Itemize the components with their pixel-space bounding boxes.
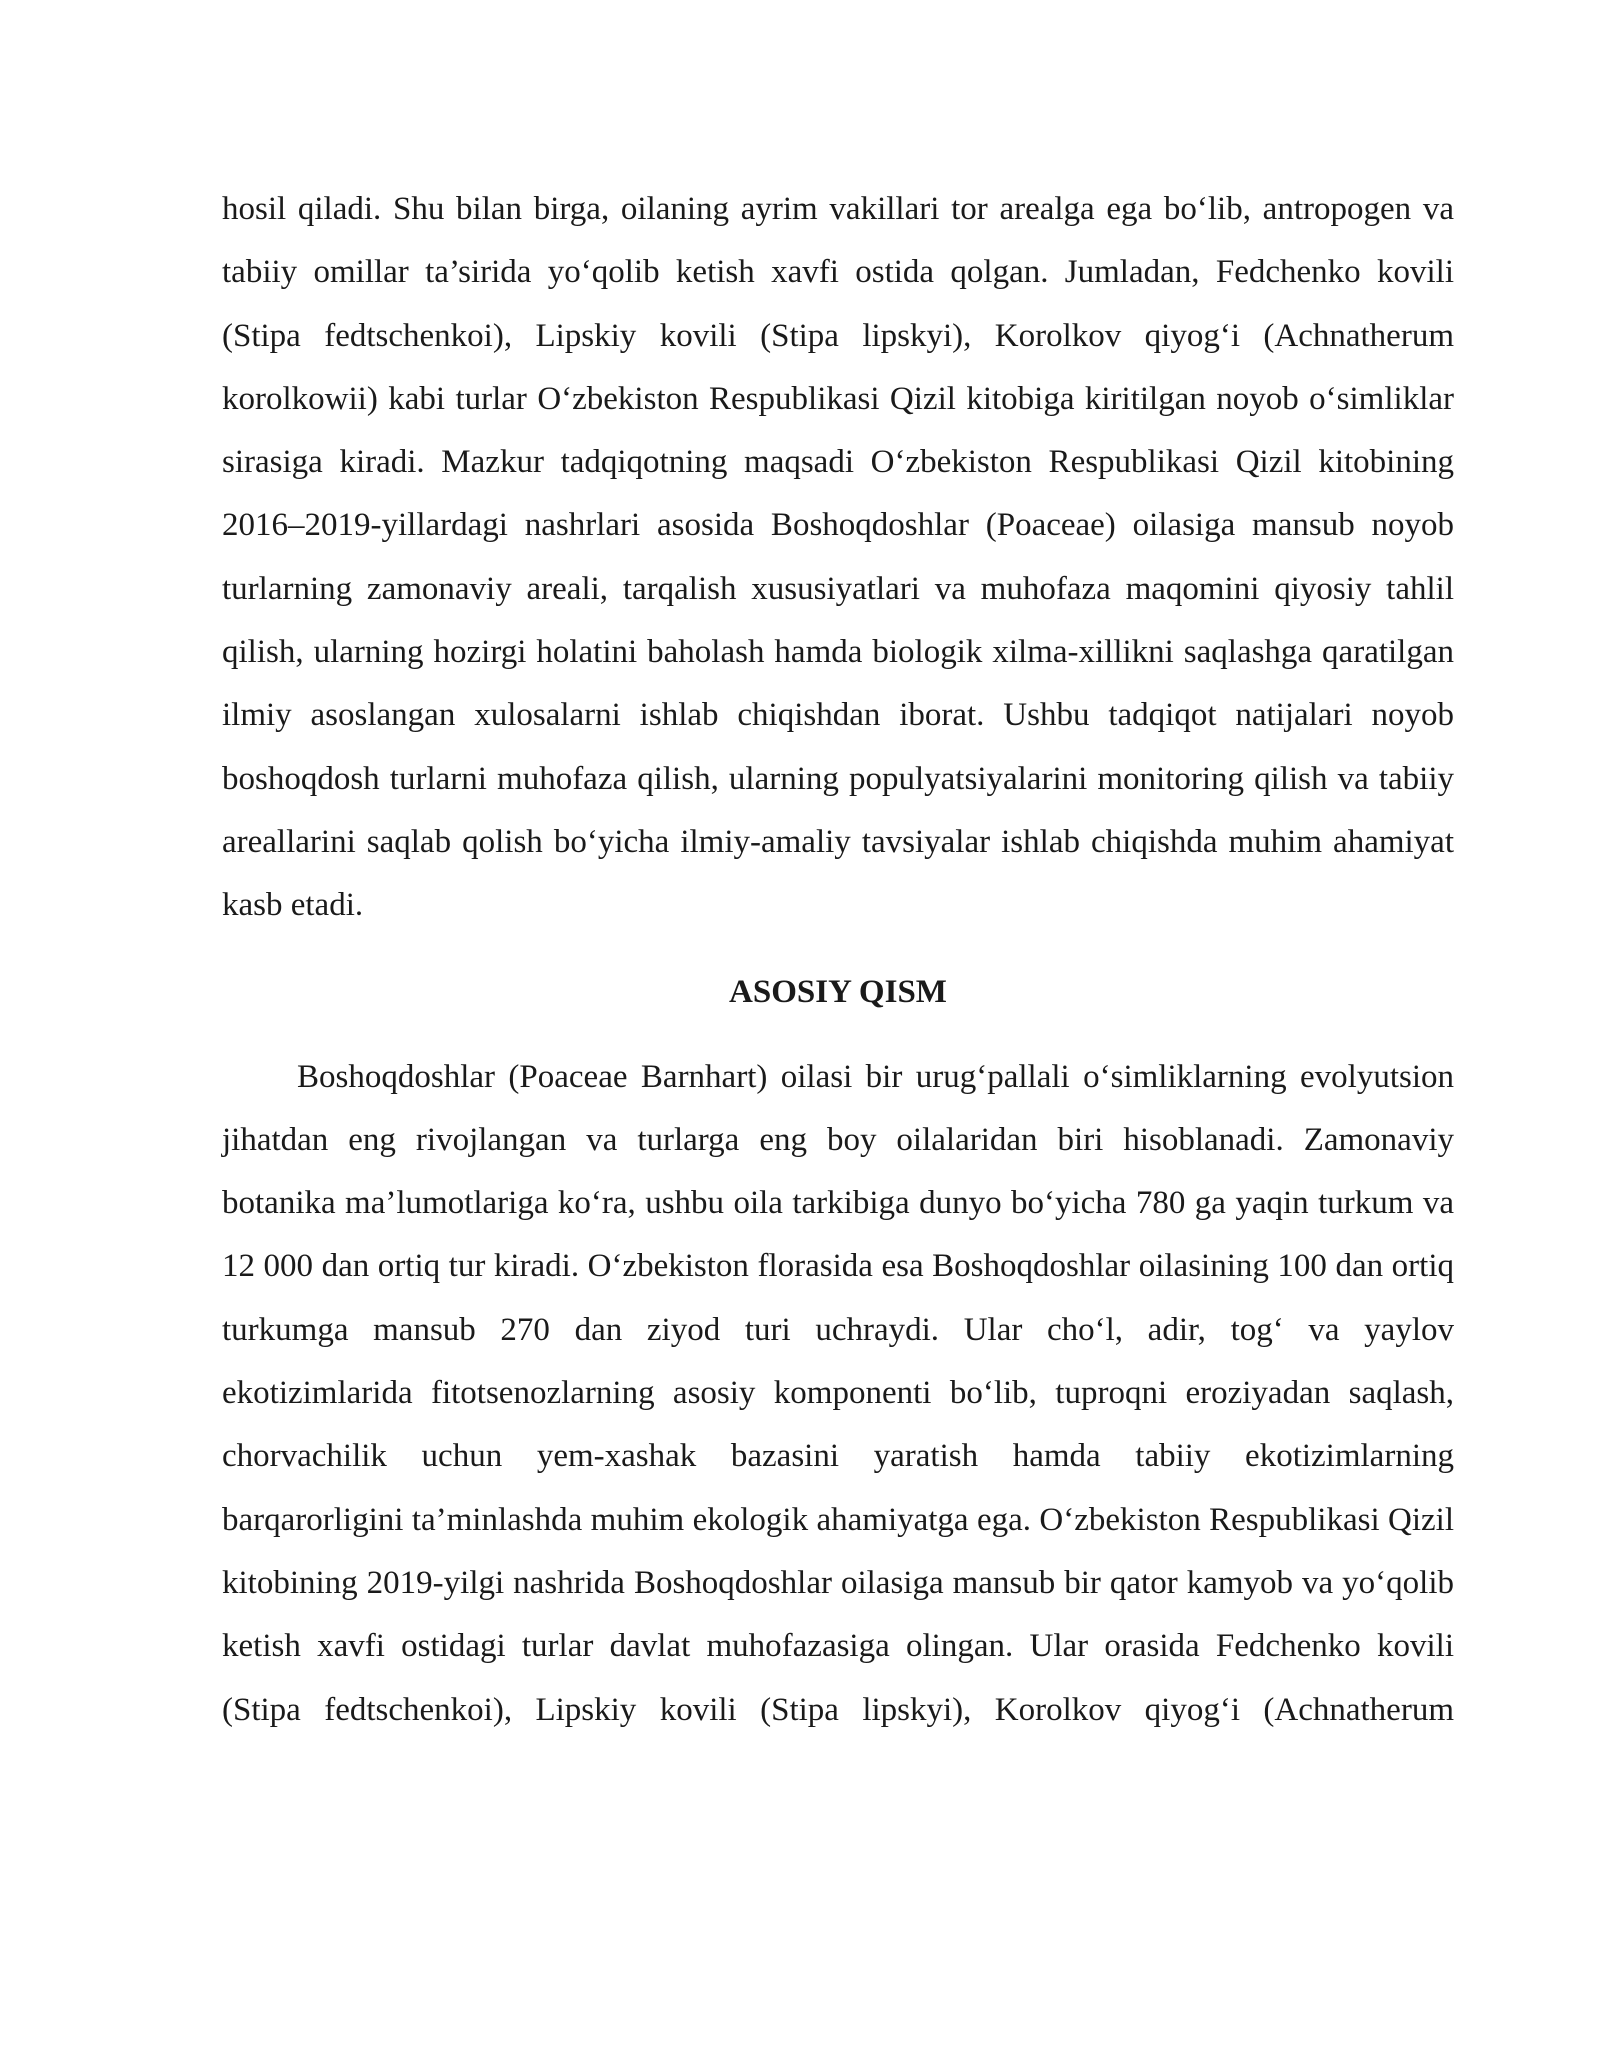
body-paragraph: hosil qiladi. Shu bilan birga, oilaning ayrim vakillari tor arealga ega bo‘lib, antropogen va tabiiy omillar ta’sirida yo‘qolib ketish xavfi ostida qolgan. Jumladan, Fedchenko kovili (Stipa fedtschenkoi), Lipskiy kovili (Stipa lipskyi), Korolkov qiyog‘i (Achnatherum korolkowii) kabi turlar O‘zbekiston Respublikasi Qizil kitobiga kiritilgan noyob o‘simliklar sirasiga kiradi. Mazkur tadqiqotning maqsadi O‘zbekiston Respublikasi Qizil kitobining 2016–2019-yillardagi nashrlari asosida Boshoqdoshlar (Poaceae) oilasiga mansub noyob turlarning zamonaviy areali, tarqalish xususiyatlari va muhofaza maqomini qiyosiy tahlil qilish, ularning hozirgi holatini baholash hamda biologik xilma-xillikni saqlashga qaratilgan ilmiy asoslangan xulosalarni ishlab chiqishdan iborat. Ushbu tadqiqot natijalari noyob boshoqdosh turlarni muhofaza qilish, ularning populyatsiyalarini monitoring qilish va tabiiy areallarini saqlab qolish bo‘yicha ilmiy-amaliy tavsiyalar ishlab chiqishda muhim ahamiyat kasb etadi.: [222, 191, 1454, 924]
section-heading: ASOSIY QISM: [729, 973, 947, 1010]
body-paragraph: Boshoqdoshlar (Poaceae Barnhart) oilasi bir urug‘pallali o‘simliklarning evolyutsion jihatdan eng rivojlangan va turlarga eng boy oilalaridan biri hisoblanadi. Zamonaviy botanika ma’lumotlariga ko‘ra, ushbu oila tarkibiga dunyo bo‘yicha 780 ga yaqin turkum va 12 000 dan ortiq tur kiradi. O‘zbekiston florasida esa Boshoqdoshlar oilasining 100 dan ortiq turkumga mansub 270 dan ziyod turi uchraydi. Ular cho‘l, adir, tog‘ va yaylov ekotizimlarida fitotsenozlarning asosiy komponenti bo‘lib, tuproqni eroziyadan saqlash, chorvachilik uchun yem-xashak bazasini yaratish hamda tabiiy ekotizimlarning barqarorligini ta’minlashda muhim ekologik ahamiyatga ega. O‘zbekiston Respublikasi Qizil kitobining 2019-yilgi nashrida Boshoqdoshlar oilasiga mansub bir qator kamyob va yo‘qolib ketish xavfi ostidagi turlar davlat muhofazasiga olingan. Ular orasida Fedchenko kovili (Stipa fedtschenkoi), Lipskiy kovili (Stipa lipskyi), Korolkov qiyog‘i (Achnatherum: [222, 1058, 1454, 1728]
document-body: [222, 178, 1454, 1742]
